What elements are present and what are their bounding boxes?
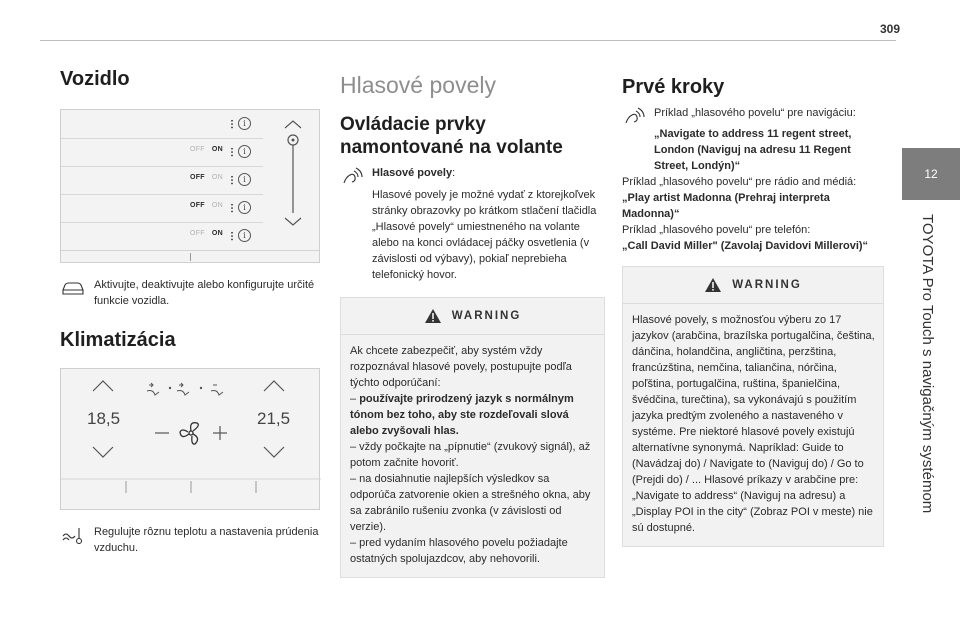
- nav-example-block: [622, 105, 884, 127]
- voice-subheading: Ovládacie prvky namontované na volante: [340, 114, 563, 158]
- warning-header: [623, 267, 883, 304]
- warning-item: – používajte prirodzený jazyk s normálnym tónom bez toho, aby ste rozdeľovali slová alebo zvyšovali hlas.: [350, 393, 574, 437]
- voice-command-icon: [340, 165, 364, 187]
- warning-icon: [704, 277, 722, 293]
- fan-icon: [180, 423, 198, 444]
- chapter-title: TOYOTA Pro Touch s navigačným systémom: [919, 214, 936, 514]
- voice-intro-label: Hlasové povely: [372, 167, 453, 179]
- info-icon: i: [238, 173, 251, 186]
- warning-item: – vždy počkajte na „pípnutie“ (zvukový signál), až potom začnite hovoriť.: [350, 441, 591, 469]
- settings-row: [61, 222, 263, 250]
- settings-row: [61, 194, 263, 223]
- vehicle-column: [60, 68, 320, 556]
- voice-intro-block: Hlasové povely:: [340, 165, 605, 187]
- chapter-tab: 12: [902, 148, 960, 200]
- media-example-command: „Play artist Madonna (Prehraj interpreta Madonna)“: [622, 192, 830, 220]
- warning-header: [341, 298, 604, 335]
- climate-controls-illustration: [61, 369, 321, 509]
- climate-screen-illustration: [60, 368, 320, 510]
- warning-title: WARNING: [451, 310, 522, 322]
- language-warning-box: [622, 266, 884, 547]
- info-icon: i: [238, 201, 251, 214]
- first-steps-heading: Prvé kroky: [622, 76, 725, 98]
- car-icon: [60, 277, 86, 297]
- warning-icon: [424, 308, 442, 324]
- phone-example-label: Príklad „hlasového povelu“ pre telefón:: [622, 224, 811, 236]
- warning-body: [623, 304, 883, 546]
- toggle-switch: OFF ON: [189, 202, 223, 209]
- vehicle-caption: Aktivujte, deaktivujte alebo konfigurujte určité funkcie vozidla.: [94, 279, 315, 307]
- voice-intro-text: Hlasové povely je možné vydať z ktorejkoľvek stránky obrazovky po krátkom stlačení tlačidla „Hlasové povely“ umiestneného na volante alebo na konci ovládacej páčky osvetlenia (v závislosti od výbavy), pokiaľ neprebieha telefonický hovor.: [372, 189, 597, 281]
- warning-title: WARNING: [732, 279, 802, 291]
- nav-example-label: Príklad „hlasového povelu“ pre navigáciu:: [654, 107, 856, 119]
- page-number: 309: [880, 22, 901, 36]
- vehicle-heading: Vozidlo: [60, 68, 130, 90]
- settings-row: [61, 110, 263, 139]
- vehicle-screen-illustration: [60, 109, 320, 263]
- climate-control-icon: [60, 524, 86, 544]
- left-temperature: 18,5: [87, 409, 121, 428]
- more-options-icon: [231, 231, 233, 241]
- warning-intro: Ak chcete zabezpečiť, aby systém vždy rozpoznával hlasové povely, postupujte podľa týchto odporúčaní:: [350, 345, 572, 389]
- climate-caption: Regulujte rôznu teplotu a nastavenia prúdenia vzduchu.: [94, 526, 319, 554]
- vehicle-caption-block: [60, 277, 320, 309]
- nav-example-command: „Navigate to address 11 regent street, London (Naviguj na adresu 11 Regent Street, Londýn)“: [654, 128, 852, 172]
- media-example-label: Príklad „hlasového povelu“ pre rádio and médiá:: [622, 176, 857, 188]
- more-options-icon: [231, 175, 233, 185]
- more-options-icon: [231, 203, 233, 213]
- settings-row: [61, 138, 263, 167]
- info-icon: i: [238, 145, 251, 158]
- info-icon: i: [238, 117, 251, 130]
- more-options-icon: [231, 119, 233, 129]
- warning-body: [341, 335, 604, 577]
- toggle-switch: OFF ON: [189, 230, 223, 237]
- toggle-switch: OFF ON: [189, 146, 223, 153]
- climate-heading: Klimatizácia: [60, 329, 176, 351]
- warning-item: – pred vydaním hlasového povelu požiadajte ostatných spolujazdcov, aby nehovorili.: [350, 537, 568, 565]
- language-warning-text: Hlasové povely, s možnosťou výberu zo 17 jazykov (arabčina, brazílska portugalčina, čeština, dánčina, holandčina, angličtina, perzština, francúzština, nemčina, taliančina, nórčina, poľština, portugalčina, ruština, španielčina, švédčina, turečtina), sa vykonávajú s použitím jazyka predtým zvoleného a nastaveného v systéme. Pre niektoré hlasové povely existujú alternatívne synonymá. Napríklad: Guide to (Navádzaj do) / Navigate to (Naviguj do) / Go to (Prejdi do) / ... Hlasové príkazy v arabčine pre: „Navigate to address“ (Naviguj na adresu) a „Display POI in the city“ (Zobraz POI v meste) nie sú dostupné.: [632, 314, 875, 534]
- voice-warning-box: [340, 297, 605, 578]
- climate-caption-block: [60, 524, 320, 556]
- settings-row: [61, 166, 263, 195]
- right-temperature: 21,5: [257, 409, 291, 428]
- toggle-switch: OFF ON: [189, 174, 223, 181]
- scrollbar-icon: [281, 118, 305, 228]
- phone-example-command: „Call David Miller" (Zavolaj Davidovi Millerovi)“: [622, 240, 869, 252]
- header-rule: [40, 40, 896, 41]
- voice-command-icon: [622, 105, 646, 127]
- voice-heading: Hlasové povely: [340, 72, 496, 98]
- warning-item: – na dosiahnutie najlepších výsledkov sa odporúča zatvorenie okien a strešného okna, aby sa zabránilo rušeniu zvonka (v závislosti od verzie).: [350, 473, 591, 533]
- more-options-icon: [231, 147, 233, 157]
- first-steps-column: [622, 68, 884, 547]
- voice-column: [340, 68, 605, 578]
- info-icon: i: [238, 229, 251, 242]
